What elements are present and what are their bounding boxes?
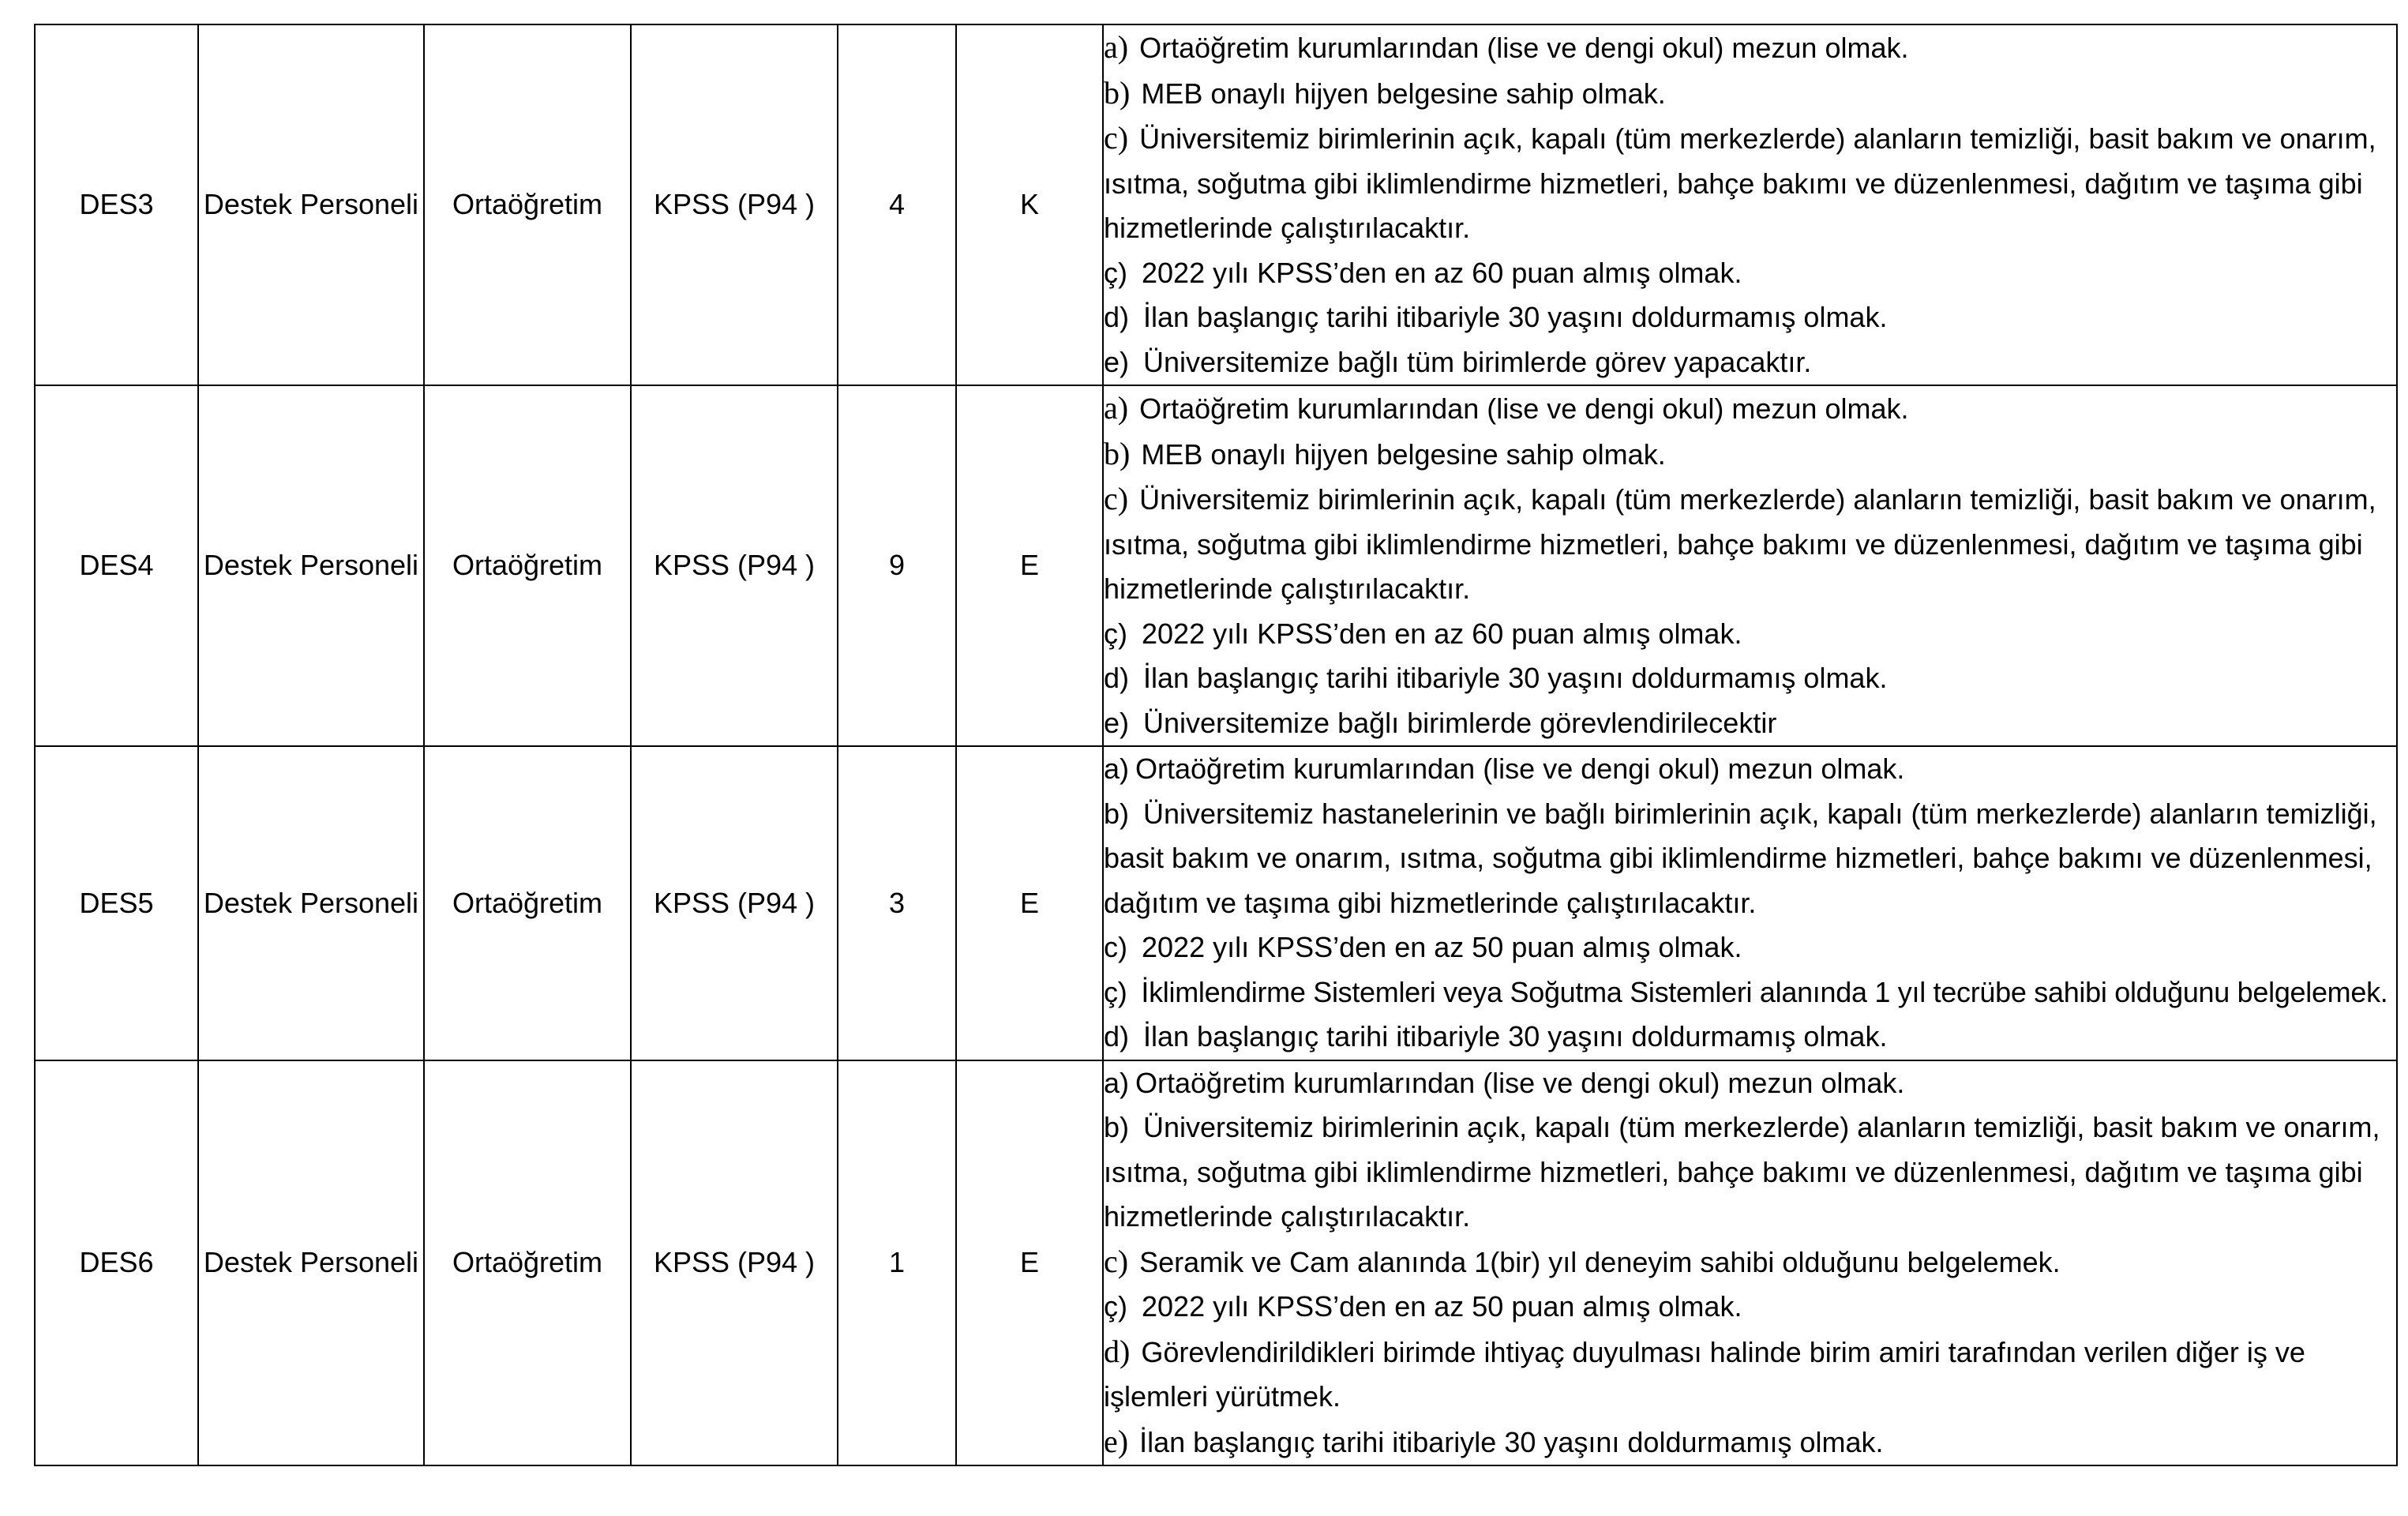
requirement-text: Üniversitemiz hastanelerinin ve bağlı birimlerinin açık, kapalı (tüm merkezlerde) alanların temizliği, basit bakım ve onarım, ısıtma, soğutma gibi iklimlendirme hizmetleri, bahçe bakımı ve düzenlenmesi, dağıtım ve taşıma gibi hizmetlerinde çalıştırılacaktır. bbox=[1104, 797, 2377, 919]
requirement-text: Ortaöğretim kurumlarından (lise ve dengi okul) mezun olmak. bbox=[1135, 1066, 1905, 1099]
requirement-marker: e) bbox=[1104, 1423, 1129, 1459]
requirement-text: Üniversitemize bağlı tüm birimlerde görev yapacaktır. bbox=[1143, 345, 1812, 378]
requirement-text: 2022 yılı KPSS’den en az 60 puan almış olmak. bbox=[1142, 256, 1742, 289]
requirement-item bbox=[1104, 25, 2396, 71]
requirement-text: Görevlendirildikleri birimde ihtiyaç duyulması halinde birim amiri tarafından verilen diğer iş ve işlemleri yürütmek. bbox=[1104, 1335, 2305, 1413]
requirements-cell bbox=[1103, 746, 2397, 1060]
quota-cell: 3 bbox=[838, 746, 956, 1060]
requirement-item bbox=[1104, 701, 2396, 746]
gender-cell: K bbox=[956, 24, 1103, 385]
positions-table bbox=[34, 24, 2398, 1466]
gender-cell: E bbox=[956, 746, 1103, 1060]
quota-cell: 4 bbox=[838, 24, 956, 385]
requirement-text: 2022 yılı KPSS’den en az 50 puan almış olmak. bbox=[1142, 1290, 1742, 1323]
requirement-item bbox=[1104, 1285, 2396, 1330]
requirement-item bbox=[1104, 612, 2396, 657]
requirements-cell bbox=[1103, 1060, 2397, 1466]
exam-cell: KPSS (P94 ) bbox=[631, 1060, 838, 1466]
requirement-marker: e) bbox=[1104, 706, 1130, 739]
position-code-cell: DES4 bbox=[35, 385, 198, 746]
requirement-text: 2022 yılı KPSS’den en az 60 puan almış olmak. bbox=[1142, 617, 1742, 650]
requirement-marker: c) bbox=[1104, 931, 1127, 963]
requirement-marker: ç) bbox=[1104, 256, 1127, 289]
education-cell: Ortaöğretim bbox=[424, 746, 631, 1060]
requirement-marker: d) bbox=[1104, 1333, 1131, 1369]
requirements-cell bbox=[1103, 385, 2397, 746]
requirement-marker: a) bbox=[1104, 752, 1130, 785]
requirement-text: Seramik ve Cam alanında 1(bir) yıl deneyim sahibi olduğunu belgelemek. bbox=[1139, 1245, 2061, 1278]
quota-cell: 1 bbox=[838, 1060, 956, 1466]
requirement-marker: d) bbox=[1104, 301, 1130, 333]
requirement-item bbox=[1104, 970, 2396, 1015]
requirement-marker: a) bbox=[1104, 390, 1129, 426]
requirement-item bbox=[1104, 925, 2396, 970]
requirement-marker: a) bbox=[1104, 1066, 1130, 1099]
requirement-item bbox=[1104, 747, 2396, 792]
position-title-cell: Destek Personeli bbox=[198, 1060, 424, 1466]
education-cell: Ortaöğretim bbox=[424, 1060, 631, 1466]
requirement-text: İlan başlangıç tarihi itibariyle 30 yaşını doldurmamış olmak. bbox=[1139, 1425, 1884, 1458]
requirement-text: Üniversitemiz birimlerinin açık, kapalı (tüm merkezlerde) alanların temizliği, basit bakım ve onarım, ısıtma, soğutma gibi iklimlendirme hizmetleri, bahçe bakımı ve düzenlenmesi, dağıtım ve taşıma gibi hizmetlerinde çalıştırılacaktır. bbox=[1104, 122, 2376, 244]
requirement-marker: ç) bbox=[1104, 975, 1127, 1008]
requirement-marker: c) bbox=[1104, 120, 1129, 156]
requirement-marker: d) bbox=[1104, 1020, 1130, 1053]
position-title-cell: Destek Personeli bbox=[198, 385, 424, 746]
exam-cell: KPSS (P94 ) bbox=[631, 746, 838, 1060]
requirement-item bbox=[1104, 116, 2396, 251]
requirements-cell bbox=[1103, 24, 2397, 385]
table-row bbox=[35, 385, 2397, 746]
gender-cell: E bbox=[956, 1060, 1103, 1466]
education-cell: Ortaöğretim bbox=[424, 385, 631, 746]
table-row bbox=[35, 1060, 2397, 1466]
requirement-item bbox=[1104, 340, 2396, 385]
requirement-marker: ç) bbox=[1104, 1290, 1127, 1323]
exam-cell: KPSS (P94 ) bbox=[631, 24, 838, 385]
requirement-text: Ortaöğretim kurumlarından (lise ve dengi okul) mezun olmak. bbox=[1139, 32, 1909, 64]
requirement-item bbox=[1104, 1061, 2396, 1106]
requirement-marker: b) bbox=[1104, 797, 1130, 830]
requirement-item bbox=[1104, 71, 2396, 117]
requirement-item bbox=[1104, 1240, 2396, 1285]
requirement-item bbox=[1104, 656, 2396, 701]
requirement-text: Ortaöğretim kurumlarından (lise ve dengi okul) mezun olmak. bbox=[1135, 752, 1905, 785]
requirement-marker: b) bbox=[1104, 74, 1131, 111]
requirement-text: İlan başlangıç tarihi itibariyle 30 yaşını doldurmamış olmak. bbox=[1143, 301, 1888, 333]
position-title-cell: Destek Personeli bbox=[198, 746, 424, 1060]
requirement-item bbox=[1104, 432, 2396, 478]
requirement-marker: ç) bbox=[1104, 617, 1127, 650]
position-code-cell: DES3 bbox=[35, 24, 198, 385]
gender-cell: E bbox=[956, 385, 1103, 746]
requirement-marker: c) bbox=[1104, 481, 1129, 516]
requirement-marker: d) bbox=[1104, 662, 1130, 694]
requirement-text: İlan başlangıç tarihi itibariyle 30 yaşını doldurmamış olmak. bbox=[1143, 1020, 1888, 1053]
requirement-marker: b) bbox=[1104, 1111, 1130, 1143]
requirement-item bbox=[1104, 477, 2396, 612]
requirement-item bbox=[1104, 792, 2396, 926]
position-code-cell: DES5 bbox=[35, 746, 198, 1060]
requirement-item bbox=[1104, 1420, 2396, 1465]
position-code-cell: DES6 bbox=[35, 1060, 198, 1466]
education-cell: Ortaöğretim bbox=[424, 24, 631, 385]
exam-cell: KPSS (P94 ) bbox=[631, 385, 838, 746]
requirement-text: MEB onaylı hijyen belgesine sahip olmak. bbox=[1141, 77, 1666, 110]
quota-cell: 9 bbox=[838, 385, 956, 746]
requirement-text: Ortaöğretim kurumlarından (lise ve dengi okul) mezun olmak. bbox=[1139, 392, 1909, 425]
position-title-cell: Destek Personeli bbox=[198, 24, 424, 385]
requirement-item bbox=[1104, 251, 2396, 296]
requirement-item bbox=[1104, 1105, 2396, 1240]
requirement-text: İlan başlangıç tarihi itibariyle 30 yaşını doldurmamış olmak. bbox=[1143, 662, 1888, 694]
requirement-text: Üniversitemiz birimlerinin açık, kapalı (tüm merkezlerde) alanların temizliği, basit bakım ve onarım, ısıtma, soğutma gibi iklimlendirme hizmetleri, bahçe bakımı ve düzenlenmesi, dağıtım ve taşıma gibi hizmetlerinde çalıştırılacaktır. bbox=[1104, 483, 2376, 605]
requirement-item bbox=[1104, 1330, 2396, 1420]
requirement-item bbox=[1104, 1015, 2396, 1060]
requirement-item bbox=[1104, 295, 2396, 340]
requirement-item bbox=[1104, 386, 2396, 432]
table-row bbox=[35, 746, 2397, 1060]
requirement-text: Üniversitemize bağlı birimlerde görevlendirilecektir bbox=[1143, 706, 1777, 739]
requirement-marker: e) bbox=[1104, 345, 1130, 378]
requirement-text: Üniversitemiz birimlerinin açık, kapalı (tüm merkezlerde) alanların temizliği, basit bakım ve onarım, ısıtma, soğutma gibi iklimlendirme hizmetleri, bahçe bakımı ve düzenlenmesi, dağıtım ve taşıma gibi hizmetlerinde çalıştırılacaktır. bbox=[1104, 1111, 2380, 1233]
requirement-text: MEB onaylı hijyen belgesine sahip olmak. bbox=[1141, 437, 1666, 471]
requirement-marker: a) bbox=[1104, 29, 1129, 65]
table-row bbox=[35, 24, 2397, 385]
requirement-marker: b) bbox=[1104, 435, 1131, 471]
requirement-text: 2022 yılı KPSS’den en az 50 puan almış olmak. bbox=[1142, 931, 1742, 963]
requirement-marker: c) bbox=[1104, 1243, 1129, 1279]
requirement-text: İklimlendirme Sistemleri veya Soğutma Sistemleri alanında 1 yıl tecrübe sahibi olduğunu belgelemek. bbox=[1141, 975, 2388, 1008]
